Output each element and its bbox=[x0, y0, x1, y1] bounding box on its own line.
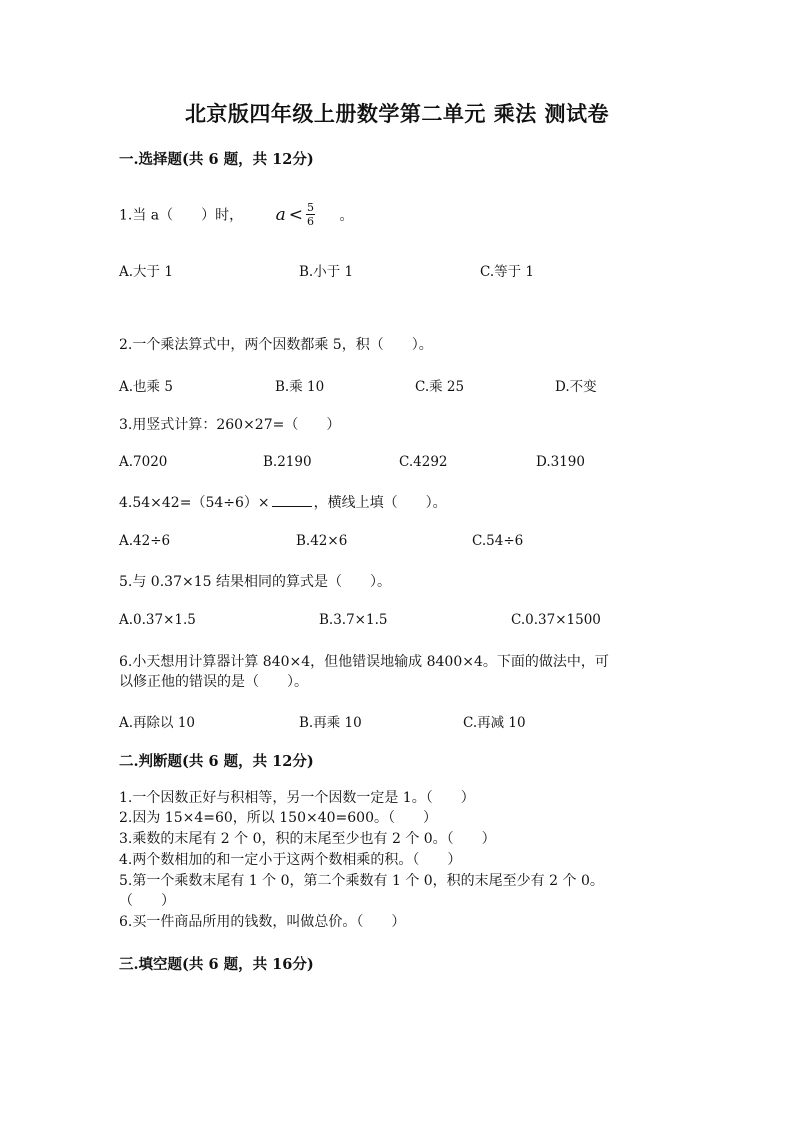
section-heading-fill: 三.填空题(共 6 题，共 16分) bbox=[119, 956, 314, 973]
question-1-stem bbox=[119, 202, 353, 227]
question-4-stem bbox=[119, 492, 447, 512]
question-6-line-2: 以修正他的错误的是（ ）。 bbox=[119, 674, 308, 690]
fill-in-blank-line bbox=[272, 506, 312, 507]
q4-option-a[interactable]: A.42÷6 bbox=[119, 533, 171, 549]
q4-option-b[interactable]: B.42×6 bbox=[296, 533, 348, 549]
judge-item-3: 3.乘数的末尾有 2 个 0，积的末尾至少也有 2 个 0。（ ） bbox=[119, 831, 496, 847]
question-3-stem: 3.用竖式计算：260×27=（ ） bbox=[119, 417, 341, 433]
q6-option-b[interactable]: B.再乘 10 bbox=[299, 715, 362, 731]
judge-item-2: 2.因为 15×4=60，所以 150×40=600。（ ） bbox=[119, 810, 437, 826]
q1-option-c[interactable]: C.等于 1 bbox=[480, 264, 535, 280]
q5-option-b[interactable]: B.3.7×1.5 bbox=[319, 612, 388, 628]
q6-option-c[interactable]: C.再减 10 bbox=[463, 715, 526, 731]
judge-item-5: 5.第一个乘数末尾有 1 个 0，第二个乘数有 1 个 0，积的末尾至少有 2 个 0。 bbox=[119, 873, 604, 889]
question-5-stem: 5.与 0.37×15 结果相同的算式是（ ）。 bbox=[119, 574, 391, 590]
q6-option-a[interactable]: A.再除以 10 bbox=[119, 715, 196, 731]
math-operator: < bbox=[288, 204, 303, 225]
q3-option-b[interactable]: B.2190 bbox=[263, 454, 312, 470]
q5-option-a[interactable]: A.0.37×1.5 bbox=[119, 612, 196, 628]
q2-option-b[interactable]: B.乘 10 bbox=[275, 379, 325, 395]
question-2-stem: 2.一个乘法算式中，两个因数都乘 5，积（ ）。 bbox=[119, 337, 433, 353]
question-4-text-a: 4.54×42=（54÷6）× bbox=[119, 495, 270, 511]
section-heading-choice: 一.选择题(共 6 题，共 12分) bbox=[119, 151, 314, 168]
judge-item-1: 1.一个因数正好与积相等，另一个因数一定是 1。（ ） bbox=[119, 790, 475, 806]
q3-option-c[interactable]: C.4292 bbox=[399, 454, 448, 470]
math-variable: a bbox=[275, 204, 286, 225]
q2-option-a[interactable]: A.也乘 5 bbox=[119, 379, 173, 395]
q3-option-d[interactable]: D.3190 bbox=[536, 454, 585, 470]
q1-option-a[interactable]: A.大于 1 bbox=[119, 264, 173, 280]
q2-option-d[interactable]: D.不变 bbox=[555, 379, 597, 395]
fraction-denominator: 6 bbox=[307, 215, 314, 228]
q2-option-c[interactable]: C.乘 25 bbox=[415, 379, 465, 395]
judge-item-6: 6.买一件商品所用的钱数，叫做总价。（ ） bbox=[119, 914, 406, 930]
question-1-math bbox=[276, 202, 315, 227]
question-1-end: 。 bbox=[339, 207, 354, 224]
question-4-text-b: ，横线上填（ ）。 bbox=[313, 495, 447, 511]
question-1-text: 1.当 a（ ）时， bbox=[119, 207, 244, 224]
section-heading-judge: 二.判断题(共 6 题，共 12分) bbox=[119, 753, 314, 770]
q3-option-a[interactable]: A.7020 bbox=[119, 454, 168, 470]
q4-option-c[interactable]: C.54÷6 bbox=[472, 533, 524, 549]
judge-item-5-bracket: （ ） bbox=[119, 893, 175, 909]
judge-item-4: 4.两个数相加的和一定小于这两个数相乘的积。（ ） bbox=[119, 852, 462, 868]
question-6-line-1: 6.小天想用计算器计算 840×4，但他错误地输成 8400×4。下面的做法中，可 bbox=[119, 654, 609, 670]
q5-option-c[interactable]: C.0.37×1500 bbox=[511, 612, 601, 628]
math-fraction bbox=[306, 202, 315, 227]
page-title: 北京版四年级上册数学第二单元 乘法 测试卷 bbox=[184, 101, 610, 126]
q1-option-b[interactable]: B.小于 1 bbox=[299, 264, 354, 280]
fraction-numerator: 5 bbox=[307, 201, 314, 214]
